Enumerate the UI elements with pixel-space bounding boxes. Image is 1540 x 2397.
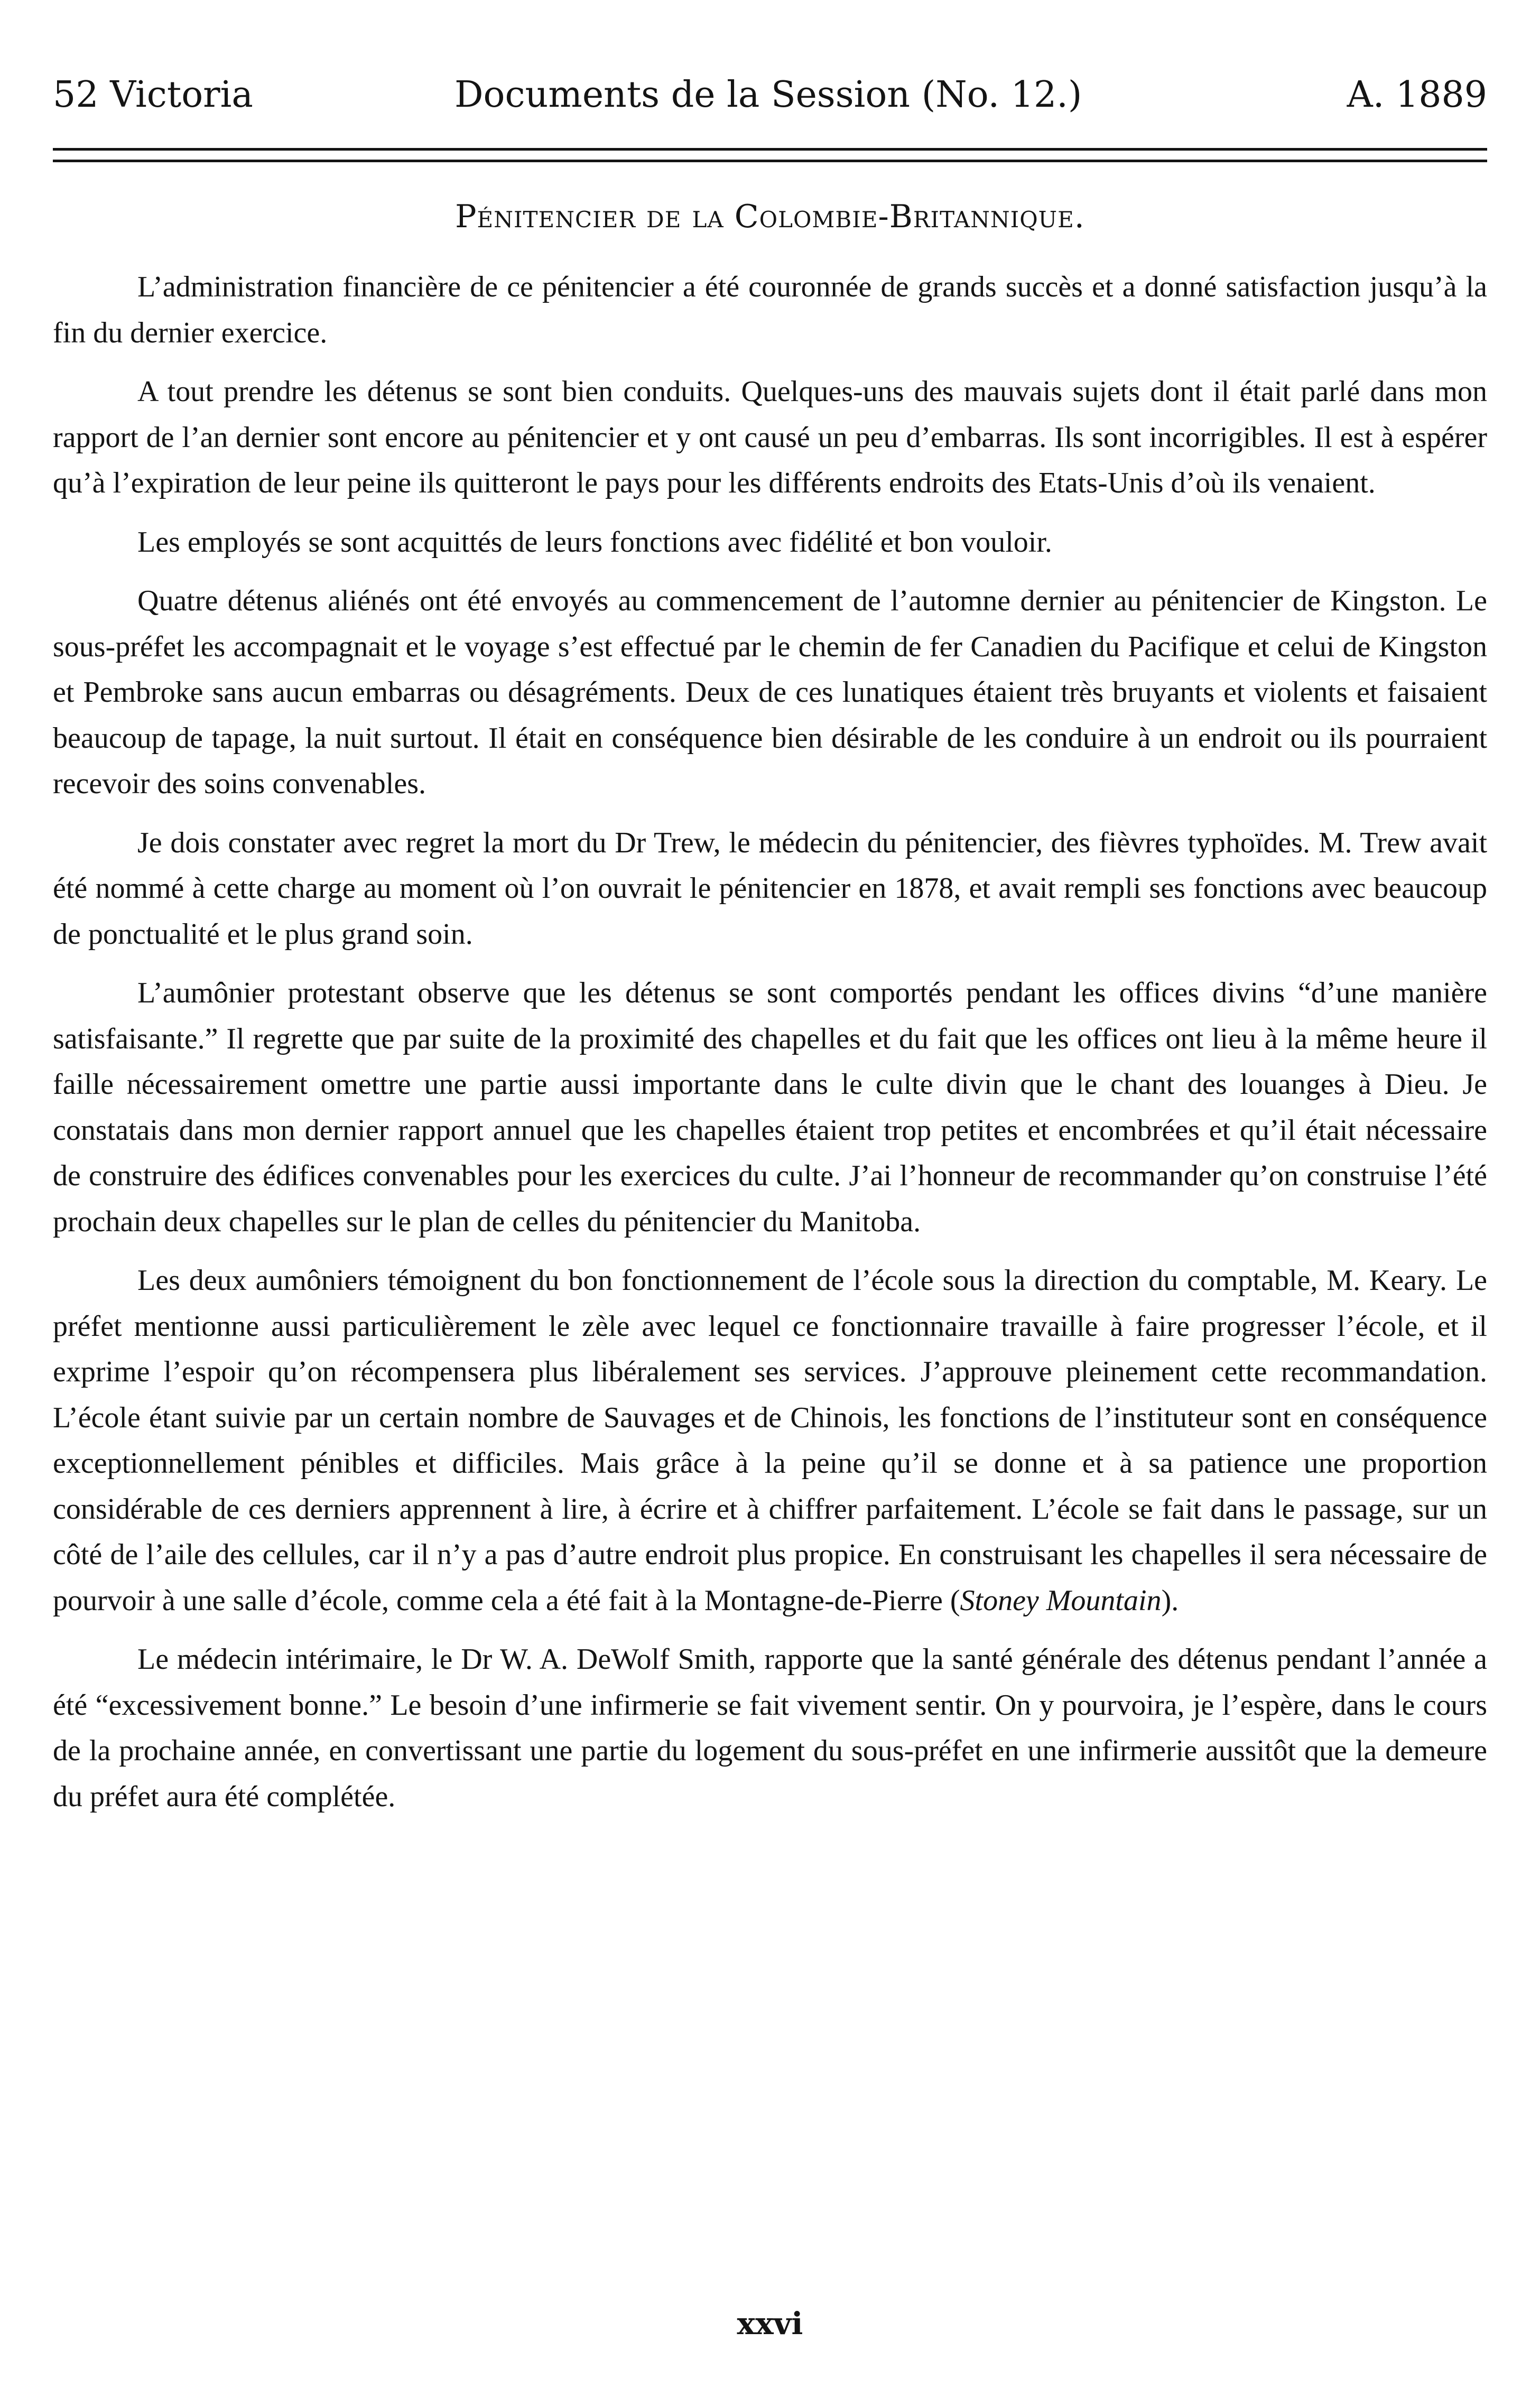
paragraph: Le médecin intérimaire, le Dr W. A. DeWolf Smith, rapporte que la santé générale des détenus pendant l’année a été “excessivement bonne.” Le besoin d’une infirmerie se fait vivement sentir. On y pourvoira, je l’espère, dans le cours de la prochaine année, en convertissant une partie du logement du sous-préfet en une infirmerie aussitôt que la demeure du préfet aura été complétée.: [53, 1643, 1487, 1813]
paragraph: Les employés se sont acquittés de leurs fonctions avec fidélité et bon vouloir.: [137, 525, 1052, 559]
paragraph: Je dois constater avec regret la mort du Dr Trew, le médecin du pénitencier, des fièvres typhoïdes. M. Trew avait été nommé à cette charge au moment où l’on ouvrait le pénitencier en 1878, et avait rempli ses fonctions avec beaucoup de ponctualité et le plus grand soin.: [53, 826, 1487, 951]
header-rule-bottom: [53, 160, 1487, 162]
paragraph: L’aumônier protestant observe que les détenus se sont comportés pendant les offices divins “d’une manière satisfaisante.” Il regrette que par suite de la proximité des chapelles et du fait que les offices ont lieu à la même heure il faille nécessairement omettre une partie aussi importante dans le culte divin que le chant des louanges à Dieu. Je constatais dans mon dernier rapport annuel que les chapelles étaient trop petites et encombrées et qu’il était nécessaire de construire des édifices convenables pour les exercices du culte. J’ai l’honneur de recommander qu’on construise l’été prochain deux chapelles sur le plan de celles du pénitencier du Manitoba.: [53, 977, 1487, 1238]
paren-open: (: [950, 1584, 960, 1617]
paragraph: Quatre détenus aliénés ont été envoyés au commencement de l’automne dernier au pénitencier de Kingston. Le sous-préfet les accompagnait et le voyage s’est effectué par le chemin de fer Canadien du Pacifique et celui de Kingston et Pembroke sans aucun embarras ou désagréments. Deux de ces lunatiques étaient très bruyants et violents et faisaient beaucoup de tapage, la nuit surtout. Il était en conséquence bien désirable de les conduire à un endroit ou ils pourraient recevoir des soins convenables.: [53, 584, 1487, 800]
header-rule-top: [53, 148, 1487, 151]
header-title: Documents de la Session (No. 12.): [454, 74, 1082, 116]
section-title: Pénitencier de la Colombie-Britannique.: [455, 198, 1085, 235]
body-text: [53, 264, 1487, 1833]
paragraph: A tout prendre les détenus se sont bien conduits. Quelques-uns des mauvais sujets dont il était parlé dans mon rapport de l’an dernier sont encore au pénitencier et y ont causé un peu d’embarras. Ils sont incorrigibles. Il est à espérer qu’à l’expiration de leur peine ils quitteront le pays pour les différents endroits des Etats-Unis d’où ils venaient.: [53, 375, 1487, 499]
paragraph-school: [53, 1258, 1487, 1623]
paragraph: L’administration financière de ce pénitencier a été couronnée de grands succès et a donné satisfaction jusqu’à la fin du dernier exercice.: [53, 271, 1487, 349]
paren-close: ).: [1161, 1584, 1179, 1617]
header-volume: 52 Victoria: [53, 74, 253, 116]
header-year: A. 1889: [1347, 74, 1487, 116]
place-name-italic: Stoney Mountain: [960, 1584, 1162, 1617]
page-folio: xxvi: [737, 2306, 803, 2342]
running-head: [53, 63, 1487, 127]
paragraph-school-text: Les deux aumôniers témoignent du bon fonctionnement de l’école sous la direction du comptable, M. Keary. Le préfet mentionne aussi particulièrement le zèle avec lequel ce fonctionnaire travaille à faire progresser l’école, et il exprime l’espoir qu’on récompensera plus libéralement ses services. J’approuve pleinement cette recommandation. L’école étant suivie par un certain nombre de Sauvages et de Chinois, les fonctions de l’instituteur sont en conséquence exceptionnellement pénibles et difficiles. Mais grâce à la peine qu’il se donne et à sa patience une proportion considérable de ces derniers apprennent à lire, à écrire et à chiffrer parfaitement. L’école se fait dans le passage, sur un côté de l’aile des cellules, car il n’y a pas d’autre endroit plus propice. En construisant les chapelles il sera nécessaire de pourvoir à une salle d’école, comme cela a été fait à la Montagne-de-Pierre: [53, 1264, 1487, 1617]
